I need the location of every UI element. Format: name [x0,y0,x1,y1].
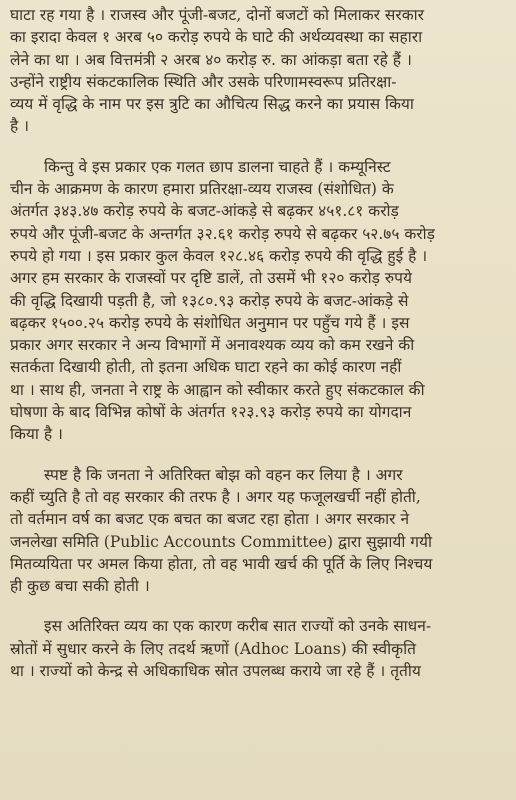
text-line: घाटा रह गया है । राजस्व और पूंजी-बजट, दोनों बजटों को मिलाकर सरकार [10,6,424,24]
paragraph [10,4,506,138]
text-line: कहीं च्युति है तो वह सरकार की तरफ है । अगर यह फजूलखर्ची नहीं होती, [10,487,421,506]
text-line: रुपये और पूंजी-बजट के अन्तर्गत ३२.६१ करोड़ रुपये से बढ़कर ५२.७५ करोड़ [10,224,435,243]
text-line: रुपये हो गया । इस प्रकार कुल केवल १२८.४६ करोड़ रुपये की वृद्धि हुई है । [10,246,428,265]
text-line: जनलेखा समिति (Public Accounts Committee) द्वारा सुझायी गयी [10,532,433,551]
text-line: अगर हम सरकार के राजस्वों पर दृष्टि डालें, तो उसमें भी १२० करोड़ रुपये [10,269,412,288]
text-line: व्यय में वृद्धि के नाम पर इस त्रुटि का औचित्य सिद्ध करने का प्रयास किया [10,95,414,114]
body-text [10,4,506,682]
text-line: किया है । [10,425,63,444]
text-line: मितव्ययिता पर अमल किया होता, तो वह भावी खर्च की पूर्ति के लिए निश्चय [10,554,433,573]
text-line: सतर्कता दिखायी होती, तो इतना अधिक घाटा रहने का कोई कारण नहीं [10,358,402,377]
text-line: ही कुछ बचा सकी होती । [10,577,150,596]
text-line: चीन के आक्रमण के कारण हमारा प्रतिरक्षा-व्यय राजस्व (संशोधित) के [10,180,394,199]
text-line: था । राज्यों को केन्द्र से अधिकाधिक स्रोत उपलब्ध कराये जा रहे हैं । तृतीय [10,662,421,681]
text-line: का इरादा केवल १ अरब ५० करोड़ रुपये के घाटे की अर्थव्यवस्था का सहारा [10,28,423,47]
text-line: इस अतिरिक्त व्यय का एक कारण करीब सात राज्यों को उनके साधन- [44,617,432,636]
text-line: बढ़कर १५००.२५ करोड़ रुपये के संशोधित अनुमान पर पहुँच गये हैं । इस [10,313,410,332]
paragraph [10,156,506,446]
text-line: प्रकार अगर सरकार ने अन्य विभागों में अनावश्यक व्यय को कम रखने की [10,336,415,355]
text-line: है । [10,117,30,136]
text-line: स्रोतों में सुधार करने के लिए तदर्थ ऋणों (Adhoc Loans) की स्वीकृति [10,639,416,658]
text-line: किन्तु वे इस प्रकार एक गलत छाप डालना चाहते हैं । कम्यूनिस्ट [44,157,391,176]
text-line: था । साथ ही, जनता ने राष्ट्र के आह्वान को स्वीकार करते हुए संकटकाल की [10,380,425,399]
text-line: घोषणा के बाद विभिन्न कोषों के अंतर्गत १२३.९३ करोड़ रुपये का योगदान [10,403,412,422]
text-line: अंतर्गत ३४३.४७ करोड़ रुपये के बजट-आंकड़े से बढ़कर ४५१.८१ करोड़ [10,202,399,221]
text-line: उन्होंने राष्ट्रीय संकटकालिक स्थिति और उसके परिणामस्वरूप प्रतिरक्षा- [10,72,397,91]
text-line: लेने का था । अब वित्तमंत्री २ अरब ४० करोड़ रु. का आंकड़ा बता रहे हैं । [10,50,412,69]
text-line: तो वर्तमान वर्ष का बजट एक बचत का बजट रहा होता । अगर सरकार ने [10,510,410,529]
paragraph [10,464,506,598]
text-line: स्पष्ट है कि जनता ने अतिरिक्त बोझ को वहन कर लिया है । अगर [44,465,403,484]
text-line: की वृद्धि दिखायी पड़ती है, जो १३८०.९३ करोड़ रुपये के बजट-आंकड़े से [10,291,409,310]
paragraph [10,615,506,682]
